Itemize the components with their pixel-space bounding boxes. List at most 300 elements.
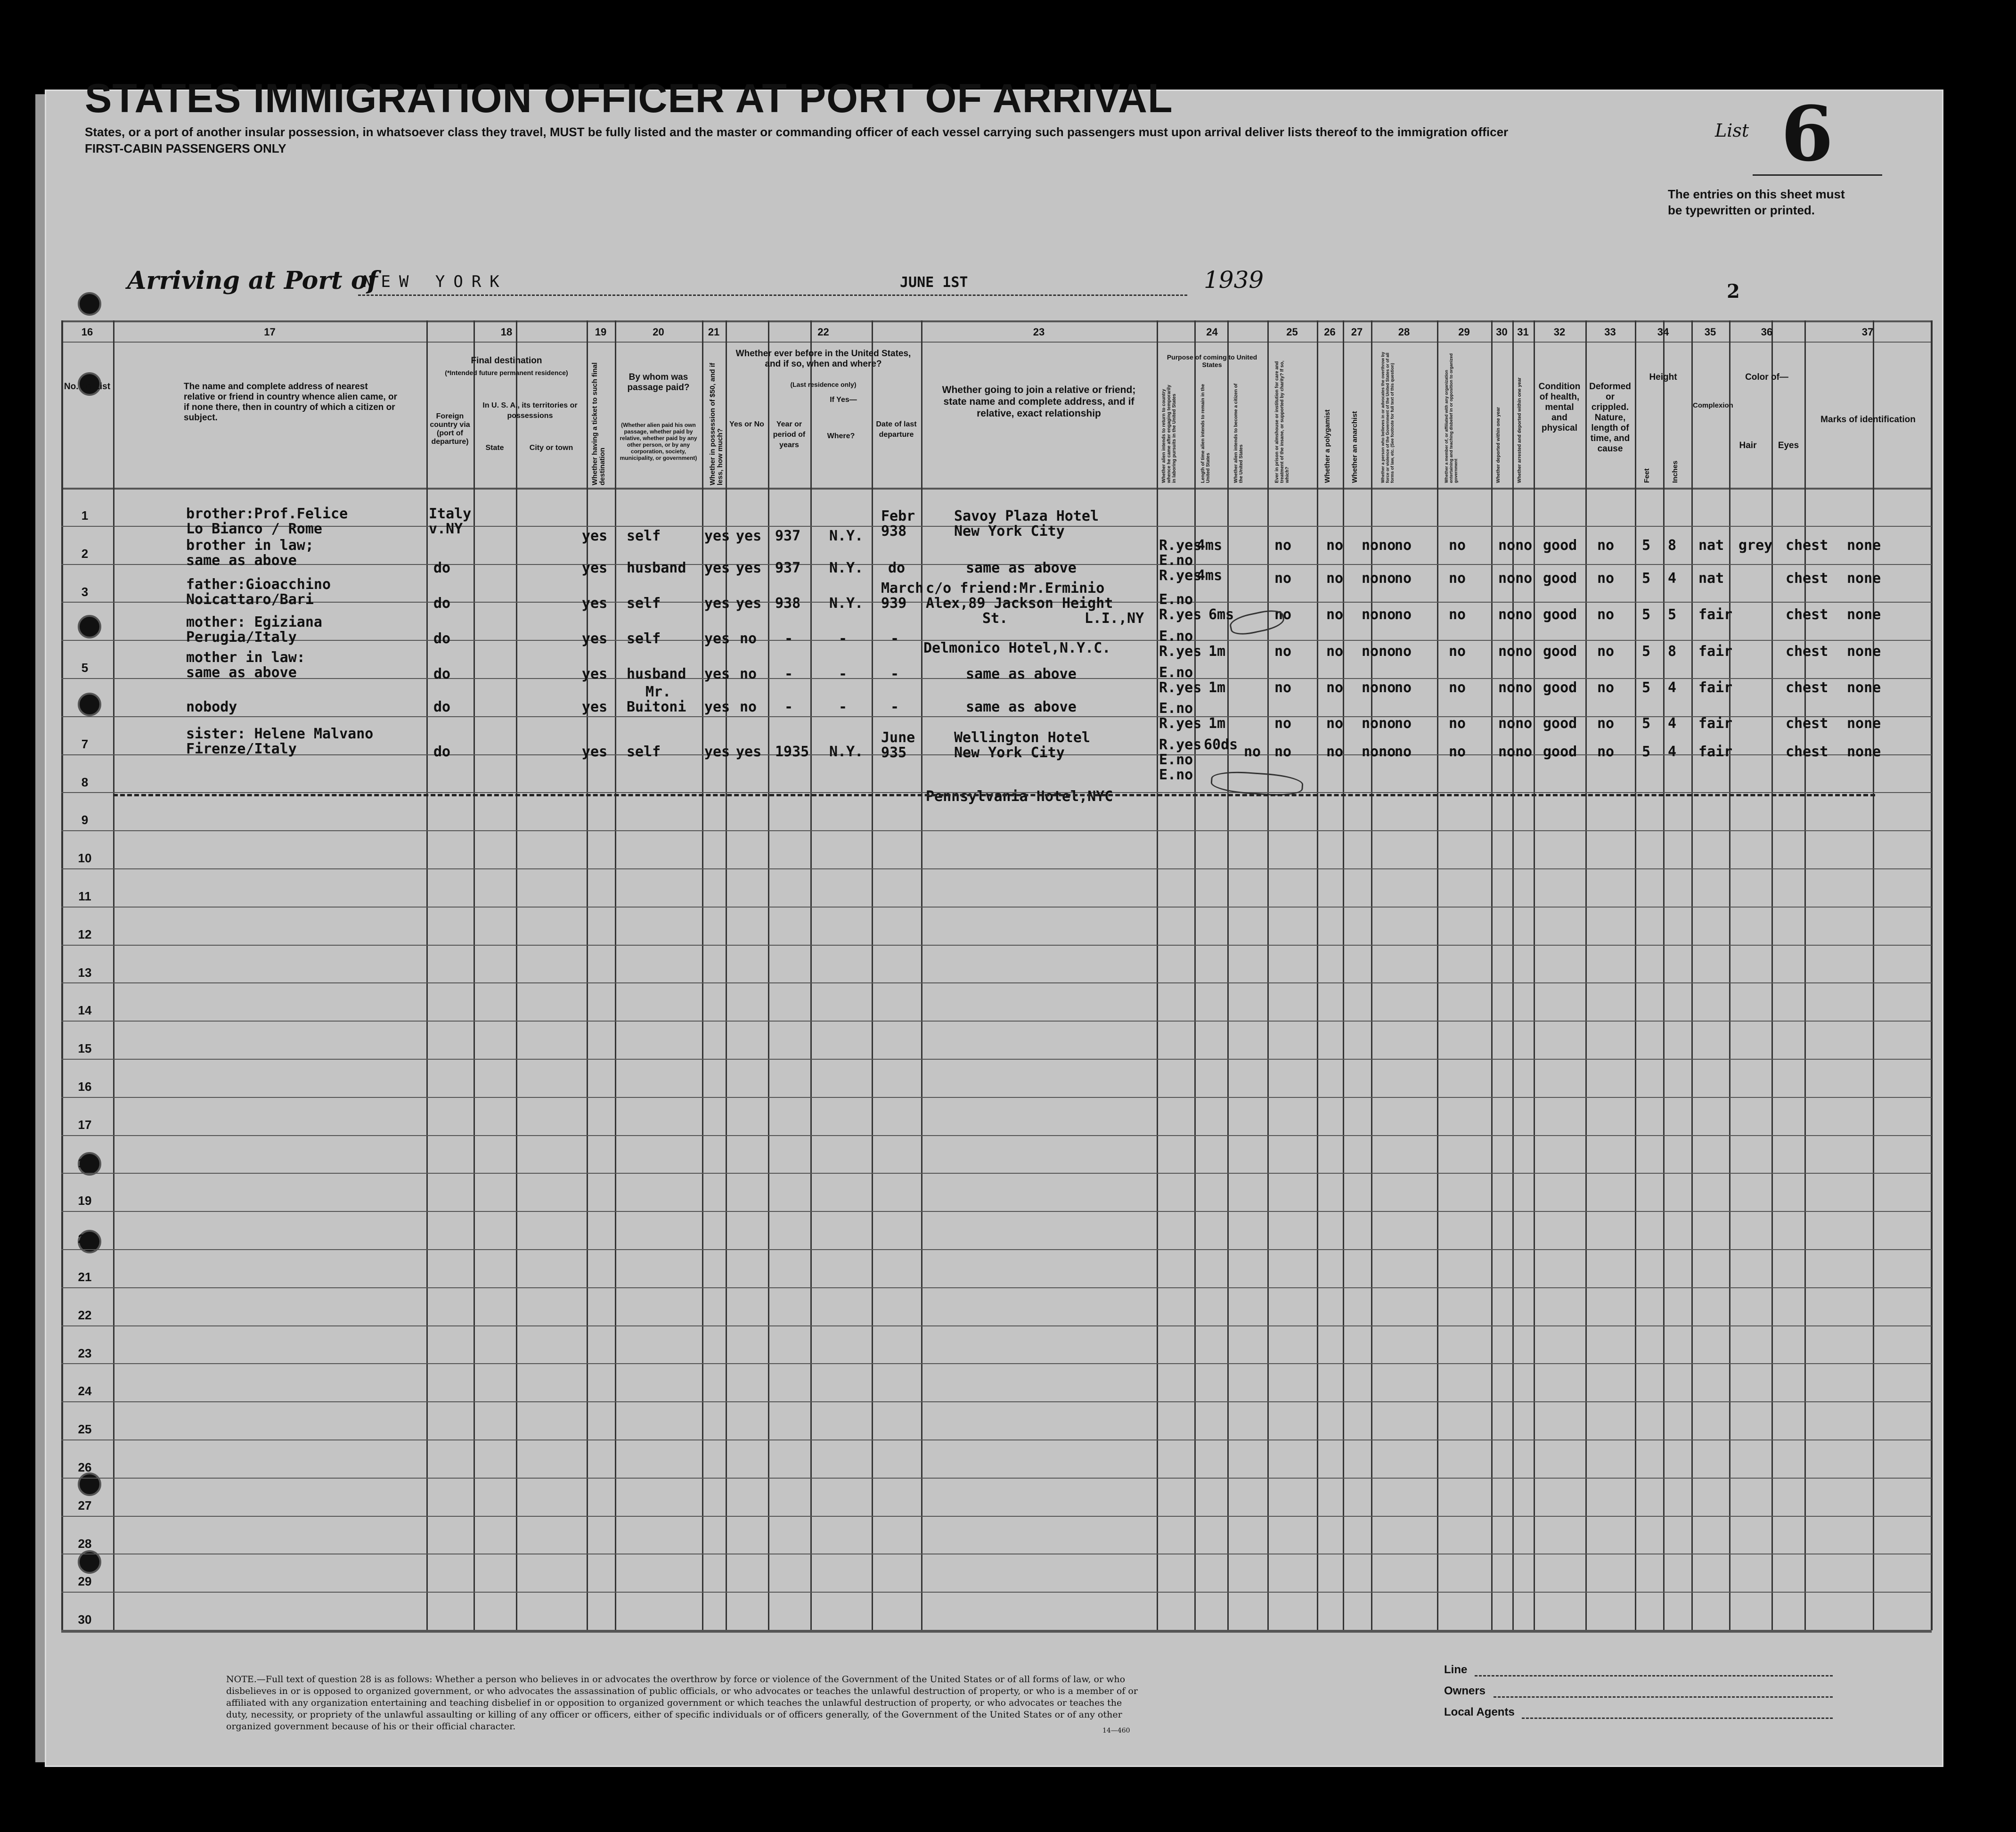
cell-length: 4ms [1197, 537, 1223, 554]
colnum-17: 17 [264, 326, 276, 338]
cell-ticket: yes [582, 666, 608, 682]
header-become-citizen: Whether alien intends to become a citizen of the United States [1233, 383, 1244, 483]
cell-polygamist: no [1326, 570, 1344, 587]
cell-join-address: same as above [966, 699, 1077, 715]
cell-eyes: chest [1786, 715, 1828, 732]
cell-inches: 4 [1668, 715, 1677, 732]
cell-length: 1m [1208, 679, 1226, 696]
list-note-line2: be typewritten or printed. [1668, 203, 1815, 217]
header-color-of: Color of— [1745, 372, 1788, 382]
cell-health: good [1543, 606, 1577, 623]
arriving-label: Arriving at Port of [127, 266, 378, 295]
row-number: 28 [78, 1536, 92, 1551]
cell-complexion: fair [1698, 606, 1733, 623]
cell-complexion: nat [1698, 570, 1724, 587]
cell-join-address: Pennsylvania Hotel,NYC [926, 788, 1113, 805]
cell-anarchist: nono [1362, 570, 1396, 587]
cell-feet: 5 [1642, 606, 1651, 623]
list-note-line1: The entries on this sheet must [1668, 187, 1845, 201]
cell-deported: nono [1498, 570, 1533, 587]
cell-deformed: no [1597, 606, 1615, 623]
line-label: Line [1444, 1663, 1468, 1676]
owners-label: Owners [1444, 1685, 1486, 1697]
cell-q29: no [1449, 679, 1466, 696]
cell-purpose: R.yes [1159, 537, 1202, 554]
header-join-relative: Whether going to join a relative or friend; state name and complete address, and if relative, exact relationship [942, 384, 1136, 419]
header-yes-no: Yes or No [729, 420, 764, 428]
cell-q29: no [1449, 606, 1466, 623]
cell-join-address: Alex,89 Jackson Height [926, 595, 1113, 612]
row-rule [61, 1173, 1932, 1174]
cell-health: good [1543, 570, 1577, 587]
row-number: 29 [78, 1574, 92, 1589]
colnum-28: 28 [1398, 326, 1410, 338]
cell-foreign: Italy [429, 506, 472, 522]
header-state: State [485, 444, 504, 452]
colnum-26: 26 [1324, 326, 1336, 338]
cell-date-year: - [890, 699, 899, 715]
end-of-entries-line [113, 794, 1875, 796]
list-number: 6 [1781, 90, 1834, 178]
cell-polygamist: no [1326, 537, 1344, 554]
cell-q29: no [1449, 570, 1466, 587]
colnum-19: 19 [595, 326, 607, 338]
cell-join: c/o friend:Mr.Erminio [926, 580, 1105, 597]
page-title: STATES IMMIGRATION OFFICER AT PORT OF ARRIVAL [85, 76, 1173, 121]
header-ever-before-note: (Last residence only) [790, 381, 857, 388]
header-question-29: Whether a member of, or affiliated with any organization entertaining and teaching disbelief in or opposition to organized government [1444, 353, 1458, 483]
cell-paid-by: self [627, 744, 661, 760]
row-rule [61, 868, 1932, 869]
cell-q28: no [1395, 679, 1412, 696]
cell-year: 937 [775, 528, 801, 544]
header-relative: The name and complete address of nearest relative or friend in country whence alien came, or if none there, then in country of which a citizen or subject. [184, 382, 397, 423]
table-top-rule [61, 320, 1932, 322]
cell-q29: no [1449, 537, 1466, 554]
row-rule [61, 907, 1932, 908]
cell-date-month: June [881, 729, 915, 746]
header-question-28: Whether a person who believes in or advocates the overthrow by force or violence of the Government of the United States or of all forms of law, etc. (See footnote for full text of this question) [1380, 352, 1395, 483]
cell-q28: no [1395, 715, 1412, 732]
header-complexion: Complexion [1693, 401, 1733, 409]
cell-inches: 8 [1668, 537, 1677, 554]
row-number: 20 [78, 1232, 92, 1246]
cell-where: N.Y. [829, 595, 864, 612]
cell-marks: none [1847, 679, 1881, 696]
header-deported: Whether deported within one year [1496, 407, 1501, 483]
cell-foreign-via: v.NY [429, 521, 463, 537]
cell-paid-by: husband [627, 666, 686, 682]
cell-money: yes [704, 744, 730, 760]
cell-ticket: yes [582, 595, 608, 612]
cell-where: - [839, 666, 848, 682]
cell-before: yes [736, 595, 762, 612]
colnum-33: 33 [1604, 326, 1616, 338]
row-number: 1 [81, 508, 89, 523]
row-number: 10 [78, 851, 92, 866]
header-final-destination: Final destination [471, 356, 542, 366]
cell-q28: no [1395, 643, 1412, 660]
cell-relative: father:Gioacchino [186, 576, 331, 593]
header-marks: Marks of identification [1820, 415, 1916, 425]
row-number: 9 [81, 813, 89, 827]
binder-hole [78, 292, 101, 316]
row-number: 17 [78, 1117, 92, 1132]
cell-date-year: 939 [881, 595, 907, 612]
row-number: 11 [78, 889, 91, 903]
row-rule [61, 1211, 1932, 1212]
row-number: 26 [78, 1460, 92, 1474]
cell-purpose-2: R.yes [1159, 736, 1202, 753]
cell-inches: 4 [1668, 570, 1677, 587]
cell-eyes: chest [1786, 537, 1828, 554]
cell-complexion: nat [1698, 537, 1724, 554]
colnum-36: 36 [1761, 326, 1773, 338]
cell-date-month: Febr [881, 508, 915, 524]
row-rule [61, 945, 1932, 946]
row-number: 3 [81, 584, 89, 599]
header-deformed: Deformed or crippled. Nature, length of time, and cause [1589, 382, 1631, 454]
colnum-20: 20 [653, 326, 664, 338]
row-number: 5 [81, 661, 89, 675]
colnum-23: 23 [1033, 326, 1045, 338]
header-no-on-list: No. on List [64, 382, 111, 392]
cell-q28: no [1395, 570, 1412, 587]
cell-prison: no [1274, 537, 1292, 554]
cell-citizen: no [1244, 744, 1261, 760]
row-number: 19 [78, 1194, 92, 1208]
cell-anarchist: nono [1362, 715, 1396, 732]
list-note [1668, 186, 1845, 218]
cell-join: Wellington Hotel [954, 729, 1090, 746]
header-hair: Hair [1739, 441, 1757, 450]
row-number: 8 [81, 775, 89, 789]
cell-paid-by-2: Buitoni [627, 699, 686, 715]
row-number: 25 [78, 1422, 92, 1437]
header-foreign-country: Foreign country via (port of departure) [430, 412, 470, 446]
cell-marks: none [1847, 606, 1881, 623]
cell-money: yes [704, 528, 730, 544]
cell-marks: none [1847, 715, 1881, 732]
cell-marks: none [1847, 744, 1881, 760]
arrival-year: 1939 [1204, 266, 1264, 294]
cell-ticket: yes [582, 699, 608, 715]
footnote-question-28: NOTE.—Full text of question 28 is as follows: Whether a person who believes in or advocates the overthrow by force or violence of the Government of the United States or of all forms of law, or who disbelieves in or is opposed to organized government, or who advocates the assassination of public officials, or who advocates or teaches the unlawful destruction of property, or who is a member of or affiliated with any organization entertaining and teaching disbelief in or opposition to organized government or which teaches the unlawful destruction of property, or who advocates or teaches the duty, necessity, or propriety of the unlawful assaulting or killing of any officer or officers, either of specific individuals or of officers generally, of the Government of the United States or of any other organized government because of his or their official character. [226, 1674, 1138, 1732]
cell-deported: nono [1498, 537, 1533, 554]
cell-relative-address: Firenze/Italy [186, 741, 297, 757]
cell-deported: nono [1498, 679, 1533, 696]
colnum-37: 37 [1861, 326, 1874, 338]
cell-polygamist: no [1326, 606, 1344, 623]
row-rule [61, 1059, 1932, 1060]
header-return-country: Whether alien intends to return to country whence he came after engaging temporarily in laboring pursuits in the United States [1161, 384, 1177, 483]
cell-relative: mother in law: [186, 649, 305, 666]
cell-money: yes [704, 560, 730, 576]
cell-relative: brother in law; [186, 537, 314, 554]
cell-q29: no [1449, 744, 1466, 760]
cell-anarchist: nono [1362, 679, 1396, 696]
cell-health: good [1543, 715, 1577, 732]
cell-q28: no [1395, 606, 1412, 623]
cell-prison: no [1274, 643, 1292, 660]
cell-prison: no [1274, 606, 1292, 623]
cell-relative-address: nobody [186, 699, 237, 715]
cell-deported: nono [1498, 606, 1533, 623]
row-number: 27 [78, 1498, 92, 1513]
cell-health: good [1543, 679, 1577, 696]
header-ticket: Whether having a ticket to such final destination [591, 362, 606, 485]
header-height: Height [1649, 372, 1677, 382]
cell-paid-by: Mr. [645, 684, 671, 700]
cell-feet: 5 [1642, 744, 1651, 760]
colnum-21: 21 [708, 326, 720, 338]
header-health: Condition of health, mental and physical [1538, 382, 1581, 433]
cell-date-year: - [890, 666, 899, 682]
cell-deported: nono [1498, 715, 1533, 732]
cell-deformed: no [1597, 679, 1615, 696]
cell-marks: none [1847, 570, 1881, 587]
cell-inches: 8 [1668, 643, 1677, 660]
cell-money: yes [704, 595, 730, 612]
row-number: 30 [78, 1612, 92, 1627]
cell-where: N.Y. [829, 560, 864, 576]
cell-date-year: 935 [881, 744, 907, 761]
row-number: 21 [78, 1270, 92, 1284]
cell-where: N.Y. [829, 528, 864, 544]
colnum-30: 30 [1496, 326, 1508, 338]
cell-relative-address: same as above [186, 552, 297, 569]
cell-purpose: E.no [1159, 767, 1193, 783]
cell-join-address: New York City [954, 744, 1065, 761]
cell-polygamist: no [1326, 744, 1344, 760]
cell-polygamist: no [1326, 715, 1344, 732]
colnum-35: 35 [1704, 326, 1716, 338]
row-number: 15 [78, 1041, 92, 1056]
cell-purpose: E.no [1159, 628, 1193, 645]
colnum-29: 29 [1458, 326, 1470, 338]
cell-purpose-2: R.yes [1159, 715, 1202, 732]
row-rule [61, 1287, 1932, 1288]
cell-paid-by: husband [627, 560, 686, 576]
handwritten-mark [1228, 607, 1286, 638]
header-class-label: FIRST-CABIN PASSENGERS ONLY [85, 141, 286, 155]
row-rule [61, 1021, 1932, 1022]
row-rule [61, 1135, 1932, 1136]
cell-inches: 4 [1668, 679, 1677, 696]
header-city: City or town [529, 444, 573, 452]
cell-anarchist: nono [1362, 643, 1396, 660]
cell-purpose-2: R.yes [1159, 643, 1202, 660]
cell-purpose: R.yes [1159, 567, 1202, 584]
header-in-usa: In U. S. A., its territories or possessions [482, 401, 578, 420]
list-underline [1753, 174, 1882, 176]
cell-purpose: E.no [1159, 591, 1193, 608]
header-eyes: Eyes [1778, 441, 1799, 450]
cell-where: - [839, 630, 848, 647]
header-feet: Feet [1643, 468, 1651, 483]
header-date-departure: Date of last departure [876, 420, 917, 439]
cell-ticket: yes [582, 744, 608, 760]
cell-relative-address: Noicattaro/Bari [186, 591, 314, 608]
handwritten-signature [1210, 769, 1304, 798]
cell-ticket: yes [582, 560, 608, 576]
cell-feet: 5 [1642, 537, 1651, 554]
cell-purpose: E.no [1159, 700, 1193, 717]
colnum-24: 24 [1206, 326, 1218, 338]
cell-join-address: same as above [966, 666, 1077, 682]
cell-before: no [740, 666, 757, 682]
cell-q29: no [1449, 643, 1466, 660]
row-rule [61, 982, 1932, 983]
column-number-rule [61, 342, 1932, 343]
cell-prison: no [1274, 570, 1292, 587]
cell-q29: no [1449, 715, 1466, 732]
cell-where: - [839, 699, 848, 715]
row-number: 18 [78, 1155, 92, 1170]
cell-date-year: - [890, 630, 899, 647]
header-where: Where? [827, 432, 855, 440]
cell-purpose: E.no [1159, 664, 1193, 681]
row-number: 2 [81, 546, 89, 561]
header-polygamist: Whether a polygamist [1323, 409, 1331, 483]
port-dotted-line [358, 294, 895, 296]
header-final-destination-note: (*Intended future permanent residence) [445, 369, 568, 376]
row-number: 22 [78, 1308, 92, 1322]
cell-length: 4ms [1197, 567, 1223, 584]
colnum-18: 18 [500, 326, 513, 338]
colnum-34: 34 [1657, 326, 1669, 338]
cell-length: 1m [1208, 643, 1226, 660]
line-field [1475, 1675, 1833, 1677]
cell-health: good [1543, 744, 1577, 760]
form-number: 14—460 [1102, 1727, 1130, 1734]
owners-field [1494, 1696, 1833, 1698]
cell-marks: none [1847, 537, 1881, 554]
cell-purpose: E.no [1159, 752, 1193, 768]
row-number: 4 [81, 622, 89, 637]
row-rule [61, 1097, 1932, 1098]
header-prison: Ever in prison or almshouse or institution for care and treatment of the insane, or supported by charity? If so, which? [1274, 360, 1290, 483]
cell-relative-address: Perugia/Italy [186, 629, 297, 646]
cell-feet: 5 [1642, 643, 1651, 660]
manifest-table [61, 320, 1932, 1630]
colnum-22: 22 [817, 326, 829, 338]
cell-date-year: 938 [881, 523, 907, 540]
colnum-32: 32 [1553, 326, 1566, 338]
cell-join-address: same as above [966, 560, 1077, 576]
cell-foreign-via: do [433, 666, 451, 682]
arrival-date: JUNE 1ST [900, 274, 968, 291]
cell-ticket: yes [582, 630, 608, 647]
cell-year: - [784, 666, 793, 682]
cell-feet: 5 [1642, 570, 1651, 587]
cell-purpose-2: E.no [1159, 552, 1193, 569]
header-if-yes: If Yes— [830, 396, 857, 404]
cell-inches: 4 [1668, 744, 1677, 760]
cell-deformed: no [1597, 643, 1615, 660]
row-rule [61, 1478, 1932, 1479]
row-rule [61, 1439, 1932, 1440]
header-ever-before: Whether ever before in the United States, and if so, when and where? [735, 349, 911, 369]
cell-health: good [1543, 643, 1577, 660]
cell-year: 937 [775, 560, 801, 576]
header-anarchist: Whether an anarchist [1351, 411, 1359, 483]
cell-anarchist: nono [1362, 744, 1396, 760]
cell-paid-by: self [627, 595, 661, 612]
row-number: 14 [78, 1003, 92, 1018]
cell-foreign-via: do [433, 595, 451, 612]
row-number: 16 [78, 1080, 92, 1094]
cell-before: yes [736, 744, 762, 760]
page-number: 2 [1727, 280, 1740, 303]
header-arrested-deported: Whether arrested and deported within one year [1517, 377, 1522, 483]
colnum-16: 16 [81, 326, 93, 338]
cell-prison: no [1274, 679, 1292, 696]
cell-prison: no [1274, 715, 1292, 732]
cell-deformed: no [1597, 570, 1615, 587]
port-value: NEW YORK [363, 272, 508, 291]
row-number: 12 [78, 927, 92, 941]
cell-year: - [784, 699, 793, 715]
cell-complexion: fair [1698, 715, 1733, 732]
cell-deformed: no [1597, 744, 1615, 760]
header-paid-by: By whom was passage paid? [627, 372, 690, 393]
cell-purpose-2: R.yes [1159, 679, 1202, 696]
cell-year: 938 [775, 595, 801, 612]
header-bottom-rule [61, 488, 1932, 490]
row-number: 24 [78, 1384, 92, 1399]
row-rule [61, 1401, 1932, 1402]
row-rule [61, 1592, 1932, 1593]
cell-join-address-2: St. L.I.,NY [982, 610, 1144, 627]
cell-relative-address: same as above [186, 664, 297, 681]
cell-complexion: fair [1698, 744, 1733, 760]
row-rule [61, 716, 1932, 717]
row-number: 23 [78, 1346, 92, 1360]
row-rule [61, 1516, 1932, 1517]
cell-prison: no [1274, 744, 1292, 760]
list-label: List [1715, 120, 1749, 141]
local-agents-label: Local Agents [1444, 1706, 1515, 1718]
cell-q28: no [1395, 744, 1412, 760]
cell-before: no [740, 630, 757, 647]
cell-q28: no [1395, 537, 1412, 554]
cell-before: yes [736, 528, 762, 544]
cell-length: 1m [1208, 715, 1226, 732]
cell-feet: 5 [1642, 679, 1651, 696]
row-number: 13 [78, 965, 92, 980]
cell-anarchist: nono [1362, 537, 1396, 554]
cell-relative-address: Lo Bianco / Rome [186, 521, 322, 537]
header-paid-by-note: (Whether alien paid his own passage, whether paid by relative, whether paid by any other person, or by any corporation, society, municipality, or government) [620, 422, 697, 461]
cell-before: yes [736, 560, 762, 576]
cell-ticket: yes [582, 528, 608, 544]
cell-purpose-2: R.yes [1159, 606, 1202, 623]
cell-join: Savoy Plaza Hotel [954, 508, 1099, 524]
cell-marks: none [1847, 643, 1881, 660]
cell-health: good [1543, 537, 1577, 554]
cell-year: - [784, 630, 793, 647]
cell-relative: sister: Helene Malvano [186, 726, 374, 742]
cell-date-month: March [881, 580, 924, 597]
cell-relative: mother: Egiziana [186, 614, 322, 630]
cell-foreign-via: do [433, 744, 451, 760]
cell-eyes: chest [1786, 570, 1828, 587]
header-subtitle: States, or a port of another insular possession, in whatsoever class they travel, MUST be fully listed and the master or commanding officer of each vessel carrying such passengers must upon arrival deliver lists thereof to the immigration officer [85, 125, 1509, 139]
row-rule [61, 1249, 1932, 1250]
cell-length: 60ds [1204, 736, 1238, 753]
cell-eyes: chest [1786, 606, 1828, 623]
